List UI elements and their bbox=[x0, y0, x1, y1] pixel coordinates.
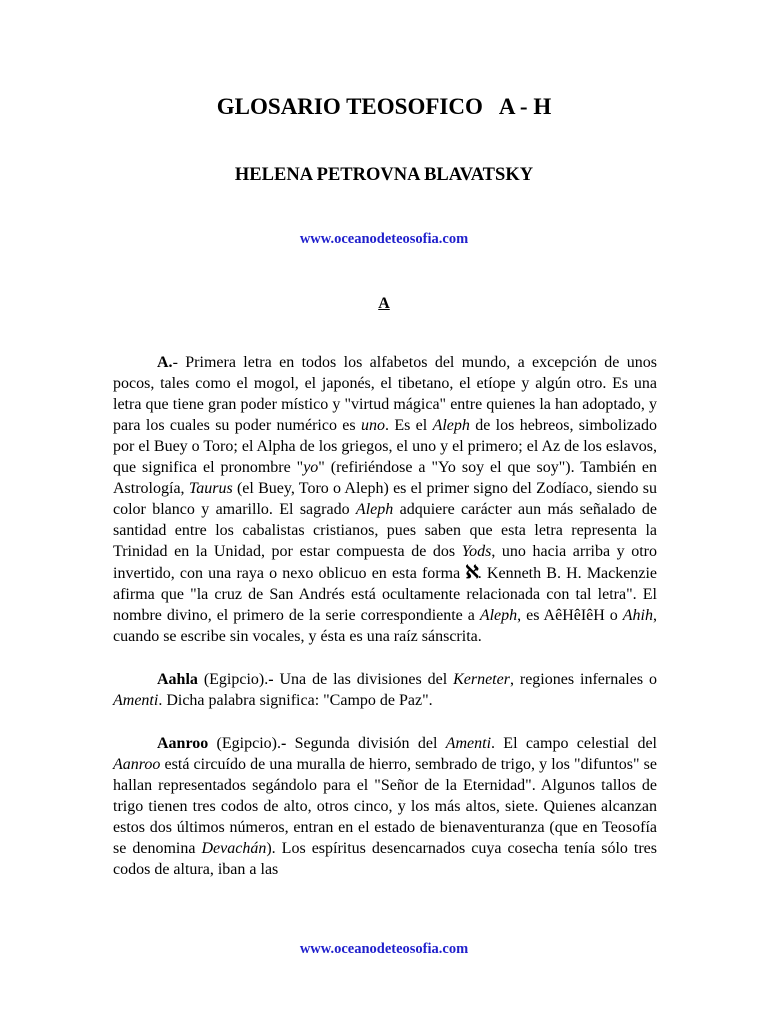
entry-text: de los hebreos, simbolizado por el Buey o Toro; el Alpha de los griegos, el uno y el primero; el Az de los eslavos, que significa el pronombre " bbox=[113, 417, 657, 476]
entry-text: Una de las divisiones del bbox=[273, 671, 454, 688]
entry-text: (Egipcio). bbox=[197, 671, 269, 688]
italic-term: Amenti bbox=[113, 692, 159, 709]
entry-text: - Primera letra en todos los alfabetos del mundo, a excepción de unos pocos, tales como el mogol, el japonés, el tibetano, el etíope y algún otro. Es una letra que tiene gran poder místico y "virtud mágica" entre quienes la han adoptado, y para los cuales su poder numérico es bbox=[113, 354, 657, 434]
entry-text: . Dicha palabra significa: "Campo de Paz". bbox=[158, 692, 433, 709]
italic-term: uno bbox=[360, 417, 385, 434]
italic-term: Devachán bbox=[201, 840, 267, 857]
entry-text: , uno hacia arriba y otro invertido, con una raya o nexo oblicuo en esta forma bbox=[113, 543, 658, 582]
entry-text: , regiones infernales o bbox=[509, 671, 657, 688]
entry-text: (Egipcio). bbox=[208, 735, 281, 752]
document-title: GLOSARIO TEOSOFICO A - H bbox=[216, 94, 552, 119]
italic-term: Yods bbox=[461, 543, 492, 560]
glossary-entry bbox=[113, 352, 657, 647]
entry-text: . Kenneth B. H. Mackenzie afirma que "la cruz de San Andrés está ocultamente relacionada con tal letra". El nombre divino, el primero de la serie correspondiente a bbox=[113, 565, 657, 624]
entry-term: Aanroo bbox=[157, 735, 209, 752]
bold-dash: - bbox=[268, 671, 274, 688]
bold-dash: - bbox=[280, 735, 287, 752]
entry-text: , es AêHêIêH o bbox=[517, 607, 623, 624]
website-url-footer[interactable]: www.oceanodeteosofia.com bbox=[299, 941, 469, 957]
entry-text: " (refiriéndose a "Yo soy el que soy"). También en Astrología, bbox=[113, 459, 658, 497]
italic-term: Taurus bbox=[188, 480, 233, 497]
entry-text: Segunda división del bbox=[286, 735, 446, 752]
italic-term: yo bbox=[303, 459, 319, 476]
italic-term: Aleph bbox=[479, 607, 518, 624]
italic-term: Amenti bbox=[445, 735, 492, 752]
entry-term: Aahla bbox=[157, 671, 198, 688]
entry-text: adquiere carácter aun más señalado de santidad entre los cabalistas cristianos, pues saben que esta letra representa la Trinidad en la Unidad, por estar compuesta de dos bbox=[113, 501, 657, 560]
italic-term: Ahih bbox=[622, 607, 653, 624]
glossary-entry bbox=[113, 669, 657, 711]
entry-text: (el Buey, Toro o Aleph) es el primer signo del Zodíaco, siendo su color blanco y amarillo. El sagrado bbox=[113, 480, 658, 518]
section-letter-heading: A bbox=[378, 295, 390, 312]
italic-term: Aanroo bbox=[113, 756, 161, 773]
entry-text: . El campo celestial del bbox=[491, 735, 658, 752]
glossary-entry bbox=[113, 733, 657, 880]
glossary-body bbox=[113, 352, 657, 902]
entry-text: . Es el bbox=[384, 417, 433, 434]
entry-text: está circuído de una muralla de hierro, sembrado de trigo, y los "difuntos" se hallan representados segándolo para el "Señor de la Eternidad". Algunos tallos de trigo tienen tres codos de alto, otros cinco, y los más altos, siete. Quienes alcanzan estos dos últimos números, entran en el estado de bienaventuranza (que en Teosofía se denomina bbox=[113, 756, 657, 857]
entry-text: , cuando se escribe sin vocales, y ésta es una raíz sánscrita. bbox=[113, 607, 657, 645]
entry-text: ). Los espíritus desencarnados cuya cosecha tenía sólo tres codos de altura, iban a las bbox=[113, 840, 658, 878]
italic-term: Kerneter bbox=[453, 671, 510, 688]
website-url-top[interactable]: www.oceanodeteosofia.com bbox=[299, 231, 469, 247]
italic-term: Aleph bbox=[355, 501, 394, 518]
entry-term: A. bbox=[157, 354, 173, 371]
author-name: HELENA PETROVNA BLAVATSKY bbox=[234, 165, 534, 185]
italic-term: Aleph bbox=[432, 417, 470, 434]
aleph-glyph-icon: ℵ bbox=[465, 562, 478, 582]
